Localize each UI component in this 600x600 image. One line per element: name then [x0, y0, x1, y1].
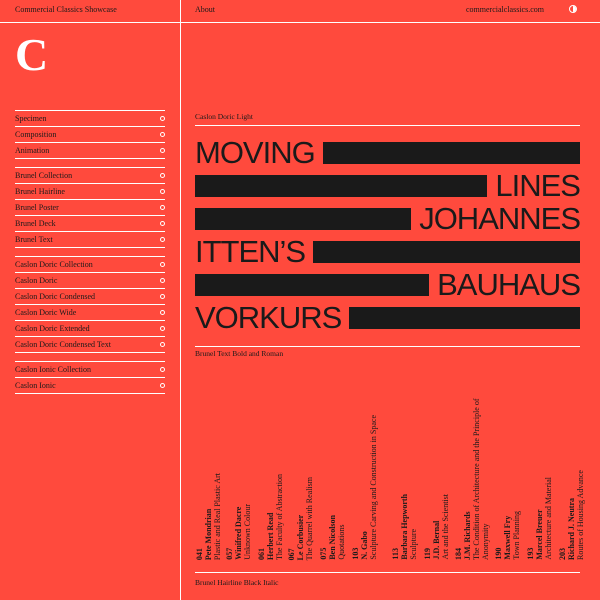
section-divider — [195, 125, 580, 126]
author-entry[interactable] — [319, 365, 349, 560]
author-work: Sculpture — [409, 529, 418, 560]
sidebar-item-caslon-doric-extended[interactable] — [15, 321, 165, 337]
author-work: Sculpture Carving and Construction in Space — [369, 415, 378, 560]
sidebar-item-brunel-poster[interactable] — [15, 200, 165, 216]
author-num: 075 — [319, 548, 328, 560]
author-entry-text — [423, 494, 450, 560]
half-circle-icon[interactable] — [569, 5, 577, 13]
circle-icon — [160, 189, 165, 194]
author-num: 113 — [391, 548, 400, 560]
author-num: 061 — [257, 548, 266, 560]
sidebar-item-label: Caslon Doric Extended — [15, 324, 90, 333]
sidebar-item-label: Caslon Doric Condensed Text — [15, 340, 111, 349]
sidebar-item-label: Caslon Ionic — [15, 381, 56, 390]
sidebar-item-label: Caslon Doric — [15, 276, 58, 285]
sidebar-item-caslon-doric[interactable] — [15, 273, 165, 289]
nav-group — [15, 167, 165, 248]
top-bar — [0, 0, 600, 22]
author-work: Plastic and Real Plastic Art — [213, 472, 222, 560]
nav-group — [15, 361, 165, 394]
author-work: Quotations — [337, 524, 346, 560]
author-entry-text — [391, 494, 418, 560]
author-entry[interactable] — [195, 365, 225, 560]
author-work: The Quarrel with Realism — [305, 476, 314, 560]
section-divider — [195, 346, 580, 347]
author-num: 057 — [225, 548, 234, 560]
author-entry-text — [319, 515, 346, 560]
font-label-brunel-text: Brunel Text Bold and Roman — [195, 349, 284, 358]
specimen-word: ITTEN’S — [195, 235, 306, 268]
sidebar-item-label: Specimen — [15, 114, 47, 123]
circle-icon — [160, 342, 165, 347]
nav-group — [15, 256, 165, 353]
author-entry-text — [195, 473, 222, 560]
author-who: N. Gabo — [360, 531, 369, 560]
author-work: Architecture and Material — [544, 477, 553, 560]
redaction-bar — [195, 274, 429, 296]
nav-group — [15, 110, 165, 159]
sidebar-item-caslon-ionic-collection[interactable] — [15, 362, 165, 378]
specimen-line — [195, 235, 580, 268]
sidebar-item-brunel-text[interactable] — [15, 232, 165, 248]
author-entry[interactable] — [351, 365, 381, 560]
author-entry-text — [454, 365, 490, 560]
sidebar-item-label: Brunel Deck — [15, 219, 56, 228]
author-work: Routes of Housing Advance — [576, 470, 585, 560]
author-who: Barbara Hepworth — [400, 494, 409, 560]
circle-icon — [160, 262, 165, 267]
author-entry[interactable] — [494, 365, 524, 560]
author-entry[interactable] — [454, 365, 490, 560]
author-who: Richard J. Neutra — [567, 498, 576, 560]
sidebar-item-label: Brunel Poster — [15, 203, 59, 212]
circle-icon — [160, 326, 165, 331]
circle-icon — [160, 278, 165, 283]
header-divider — [0, 22, 600, 23]
author-entry-text — [287, 477, 314, 560]
circle-icon — [160, 237, 165, 242]
specimen-word: VORKURS — [195, 301, 342, 334]
font-label-caslon-doric-light: Caslon Doric Light — [195, 112, 253, 121]
logo-letter: C — [15, 34, 49, 74]
circle-icon — [160, 148, 165, 153]
author-entry[interactable] — [526, 365, 556, 560]
author-entry[interactable] — [558, 365, 588, 560]
circle-icon — [160, 205, 165, 210]
specimen-line — [195, 136, 580, 169]
sidebar-item-animation[interactable] — [15, 143, 165, 159]
sidebar-item-label: Brunel Hairline — [15, 187, 65, 196]
specimen-line — [195, 268, 580, 301]
circle-icon — [160, 294, 165, 299]
sidebar-item-label: Brunel Collection — [15, 171, 73, 180]
author-entry-text — [257, 474, 284, 560]
about-link[interactable]: About — [195, 5, 215, 14]
author-who: Maxwell Fry — [503, 516, 512, 560]
sidebar-item-label: Caslon Doric Wide — [15, 308, 77, 317]
author-entry[interactable] — [391, 365, 421, 560]
author-num: 067 — [287, 548, 296, 560]
author-num: 184 — [454, 548, 463, 560]
specimen-line — [195, 169, 580, 202]
redaction-bar — [323, 142, 580, 164]
specimen-word: JOHANNES — [419, 202, 580, 235]
sidebar-item-specimen[interactable] — [15, 111, 165, 127]
author-who: Le Corbusier — [296, 514, 305, 560]
sidebar-item-label: Caslon Ionic Collection — [15, 365, 91, 374]
sidebar-item-label: Composition — [15, 130, 57, 139]
author-num: 041 — [195, 548, 204, 560]
sidebar-nav — [15, 110, 165, 394]
circle-icon — [160, 310, 165, 315]
sidebar-item-caslon-doric-condensed[interactable] — [15, 289, 165, 305]
circle-icon — [160, 367, 165, 372]
author-work: Town Planning — [512, 511, 521, 560]
author-entry[interactable] — [287, 365, 317, 560]
sidebar-item-composition[interactable] — [15, 127, 165, 143]
sidebar-item-caslon-ionic[interactable] — [15, 378, 165, 394]
redaction-bar — [195, 208, 411, 230]
author-who: J.M. Richards — [463, 511, 472, 560]
specimen-line — [195, 301, 580, 334]
author-entry[interactable] — [225, 365, 255, 560]
author-who: Ben Nicolson — [328, 515, 337, 560]
section-divider — [195, 572, 580, 573]
sidebar-item-caslon-doric-wide[interactable] — [15, 305, 165, 321]
sidebar-item-label: Caslon Doric Condensed — [15, 292, 95, 301]
specimen-word: MOVING — [195, 136, 315, 169]
author-entry-text — [494, 511, 521, 560]
specimen-word: BAUHAUS — [437, 268, 580, 301]
specimen-line — [195, 202, 580, 235]
circle-icon — [160, 221, 165, 226]
site-url-link[interactable]: commercialclassics.com — [466, 5, 544, 14]
sidebar-item-brunel-hairline[interactable] — [15, 184, 165, 200]
sidebar-item-label: Animation — [15, 146, 50, 155]
circle-icon — [160, 132, 165, 137]
font-label-brunel-hairline: Brunel Hairline Black Italic — [195, 578, 279, 587]
redaction-bar — [349, 307, 580, 329]
author-work: Art and the Scientist — [441, 494, 450, 560]
author-num: 119 — [423, 548, 432, 560]
author-work: The Condition of Architecture and the Principle of Anonymity — [472, 398, 490, 560]
redaction-bar — [195, 175, 487, 197]
sidebar-item-brunel-collection[interactable] — [15, 168, 165, 184]
author-who: Pete Mondrian — [204, 508, 213, 560]
author-entry-text — [558, 470, 585, 560]
author-num: 190 — [494, 548, 503, 560]
circle-icon — [160, 383, 165, 388]
author-work: The Faculty of Abstraction — [275, 474, 284, 560]
column-divider — [180, 0, 181, 600]
sidebar-item-brunel-deck[interactable] — [15, 216, 165, 232]
author-work: Unknown Colour — [243, 504, 252, 560]
sidebar-item-caslon-doric-collection[interactable] — [15, 257, 165, 273]
type-specimen — [195, 136, 580, 334]
specimen-word: LINES — [495, 169, 580, 202]
author-list — [195, 365, 585, 565]
author-who: Winifred Dacre — [234, 506, 243, 560]
circle-icon — [160, 173, 165, 178]
redaction-bar — [313, 241, 580, 263]
author-entry[interactable] — [423, 365, 453, 560]
logo-c-icon[interactable] — [15, 34, 49, 74]
author-num: 193 — [526, 548, 535, 560]
site-title[interactable]: Commercial Classics Showcase — [15, 5, 117, 14]
author-entry-text — [351, 415, 378, 560]
sidebar-item-label: Caslon Doric Collection — [15, 260, 93, 269]
author-who: J.D. Bernal — [432, 521, 441, 560]
author-num: 203 — [558, 548, 567, 560]
circle-icon — [160, 116, 165, 121]
author-entry-text — [526, 477, 553, 560]
sidebar-item-label: Brunel Text — [15, 235, 53, 244]
author-num: 103 — [351, 548, 360, 560]
author-entry[interactable] — [257, 365, 287, 560]
author-who: Marcel Breuer — [535, 509, 544, 560]
author-entry-text — [225, 504, 252, 560]
author-who: Herbert Read — [266, 512, 275, 560]
sidebar-item-caslon-doric-condensed-text[interactable] — [15, 337, 165, 353]
